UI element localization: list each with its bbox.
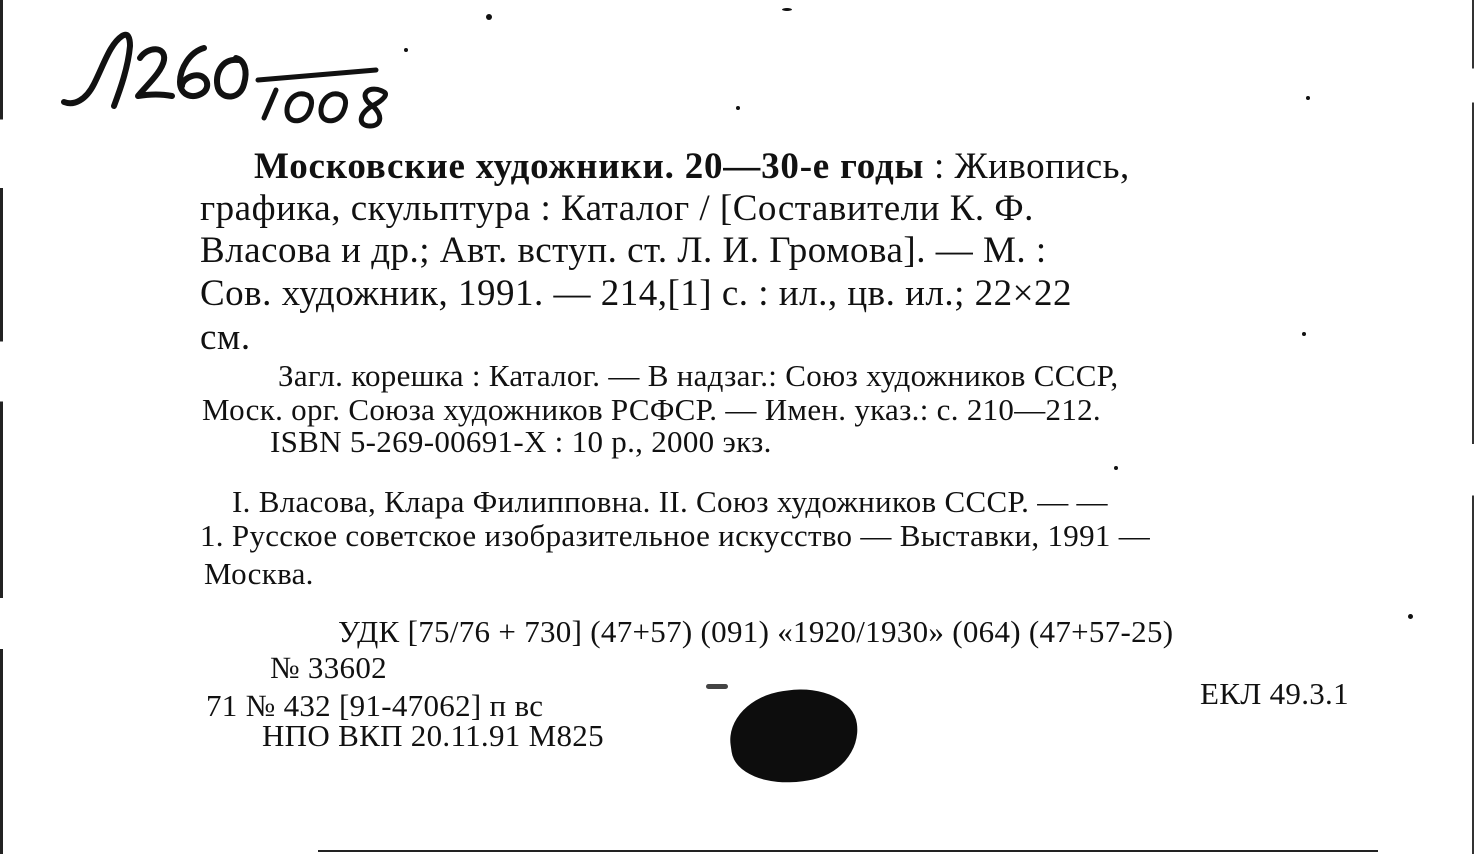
speck	[1302, 332, 1306, 336]
entry-line-2: графика, скульптура : Каталог / [Составители К. Ф.	[200, 188, 1034, 229]
notes-line-3: ISBN 5-269-00691-X : 10 р., 2000 экз.	[270, 424, 772, 459]
ekl-code: ЕКЛ 49.3.1	[1200, 676, 1349, 711]
ink-blot	[724, 682, 864, 791]
tracings-line-2: 1. Русское советское изобразительное искусство — Выставки, 1991 —	[200, 518, 1151, 553]
order-number: 71 № 432 [91-47062] п вс	[206, 688, 544, 723]
record-number: № 33602	[270, 650, 387, 685]
entry-title-rest: : Живопись,	[924, 146, 1130, 187]
entry-line-4: Сов. художник, 1991. — 214,[1] с. : ил., цв. ил.; 22×22	[200, 273, 1072, 314]
entry-title: Московские художники. 20—30-е годы	[254, 146, 925, 187]
notes-line-1: Загл. корешка : Каталог. — В надзаг.: Союз художников СССР,	[278, 358, 1119, 393]
card-right-edge	[1472, 0, 1474, 854]
speck	[782, 8, 792, 11]
card-left-edge	[0, 0, 3, 854]
ink-spray	[706, 684, 728, 689]
notes-line-2: Моск. орг. Союза художников РСФСР. — Имен. указ.: с. 210—212.	[202, 392, 1101, 427]
speck	[1114, 466, 1118, 470]
card-bottom-edge	[318, 850, 1378, 852]
entry-line-5: см.	[200, 317, 251, 358]
entry-line-1	[254, 145, 1130, 188]
tracings-line-1: I. Власова, Клара Филипповна. II. Союз художников СССР. — —	[232, 484, 1108, 519]
tracings-line-3: Москва.	[204, 556, 314, 591]
speck	[1408, 614, 1413, 619]
speck	[736, 106, 740, 110]
printer-info: НПО ВКП 20.11.91 М825	[262, 718, 604, 753]
handwritten-call-number	[58, 22, 403, 132]
speck	[404, 48, 408, 52]
entry-line-3: Власова и др.; Авт. вступ. ст. Л. И. Громова]. — М. :	[200, 230, 1047, 271]
speck	[486, 14, 492, 20]
udk-code: УДК [75/76 + 730] (47+57) (091) «1920/1930» (064) (47+57-25)	[338, 614, 1174, 649]
speck	[1306, 96, 1310, 100]
